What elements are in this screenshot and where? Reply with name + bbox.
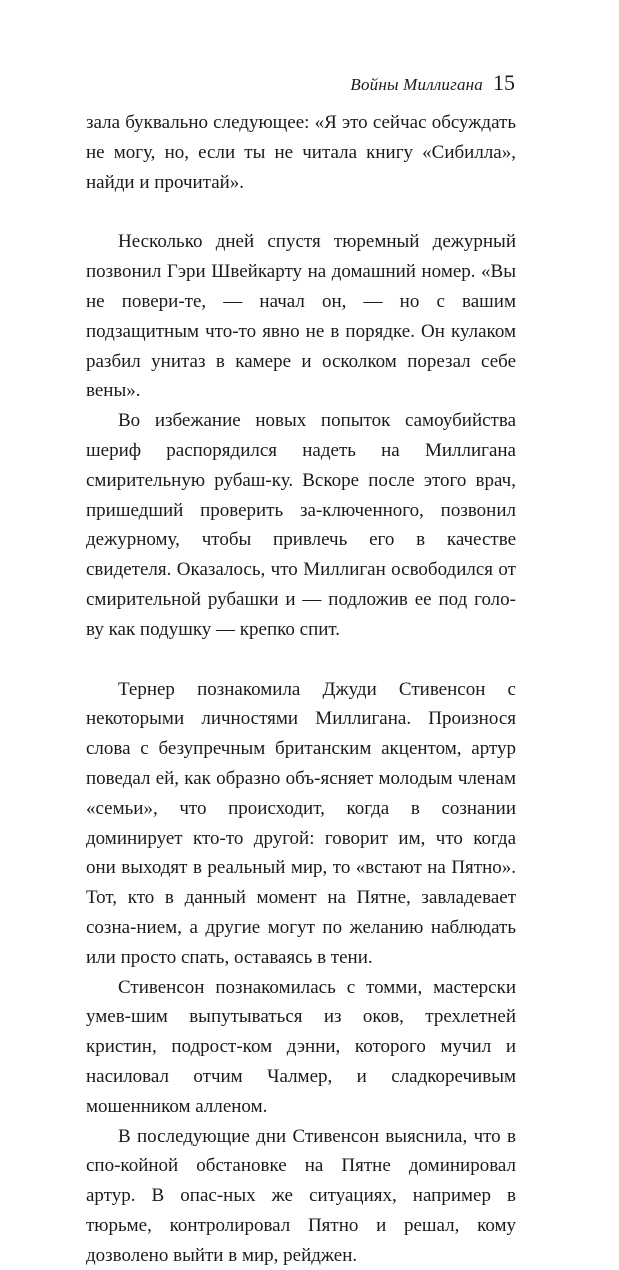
- text-section-3: [86, 675, 516, 1270]
- paragraph-6: В последующие дни Стивенсон выяснила, что в спо-койной обстановке на Пятне доминировал артур. В опас-ных же ситуациях, например в тюрьме, контролировал Пятно и решал, кому дозволено выйти в мир, рейджен.: [86, 1122, 516, 1270]
- page-number: 15: [493, 70, 515, 96]
- page-body: [86, 108, 516, 1270]
- paragraph-3: Во избежание новых попыток самоубийства шериф распорядился надеть на Миллигана смирительную рубаш-ку. Вскоре после этого врач, пришедший проверить за-ключенного, позвонил дежурному, чтобы привлечь его в качестве свидетеля. Оказалось, что Миллиган освободился от смирительной рубашки и — подложив ее под голо-ву как подушку — крепко спит.: [86, 406, 516, 644]
- text-section-2: [86, 227, 516, 644]
- page-header: [350, 70, 515, 96]
- paragraph-4: Тернер познакомила Джуди Стивенсон с некоторыми личностями Миллигана. Произнося слова с безупречным британским акцентом, артур поведал ей, как образно объ-ясняет молодым членам «семьи», что происходит, когда в сознании доминирует кто-то другой: говорит им, что когда они выходят в реальный мир, то «встают на Пятно». Тот, кто в данный момент на Пятне, завладевает созна-нием, а другие могут по желанию наблюдать или просто спать, оставаясь в тени.: [86, 675, 516, 973]
- text-section-1: [86, 108, 516, 197]
- running-title: Войны Миллигана: [350, 75, 483, 95]
- paragraph-2: Несколько дней спустя тюремный дежурный позвонил Гэри Швейкарту на домашний номер. «Вы не повери-те, — начал он, — но с вашим подзащитным что-то явно не в порядке. Он кулаком разбил унитаз в камере и осколком порезал себе вены».: [86, 227, 516, 406]
- paragraph-1: зала буквально следующее: «Я это сейчас обсуждать не могу, но, если ты не читала книгу «Сибилла», найди и прочитай».: [86, 108, 516, 197]
- paragraph-5: Стивенсон познакомилась с томми, мастерски умев-шим выпутываться из оков, трехлетней кристин, подрост-ком дэнни, которого мучил и насиловал отчим Чалмер, и сладкоречивым мошенником алленом.: [86, 973, 516, 1122]
